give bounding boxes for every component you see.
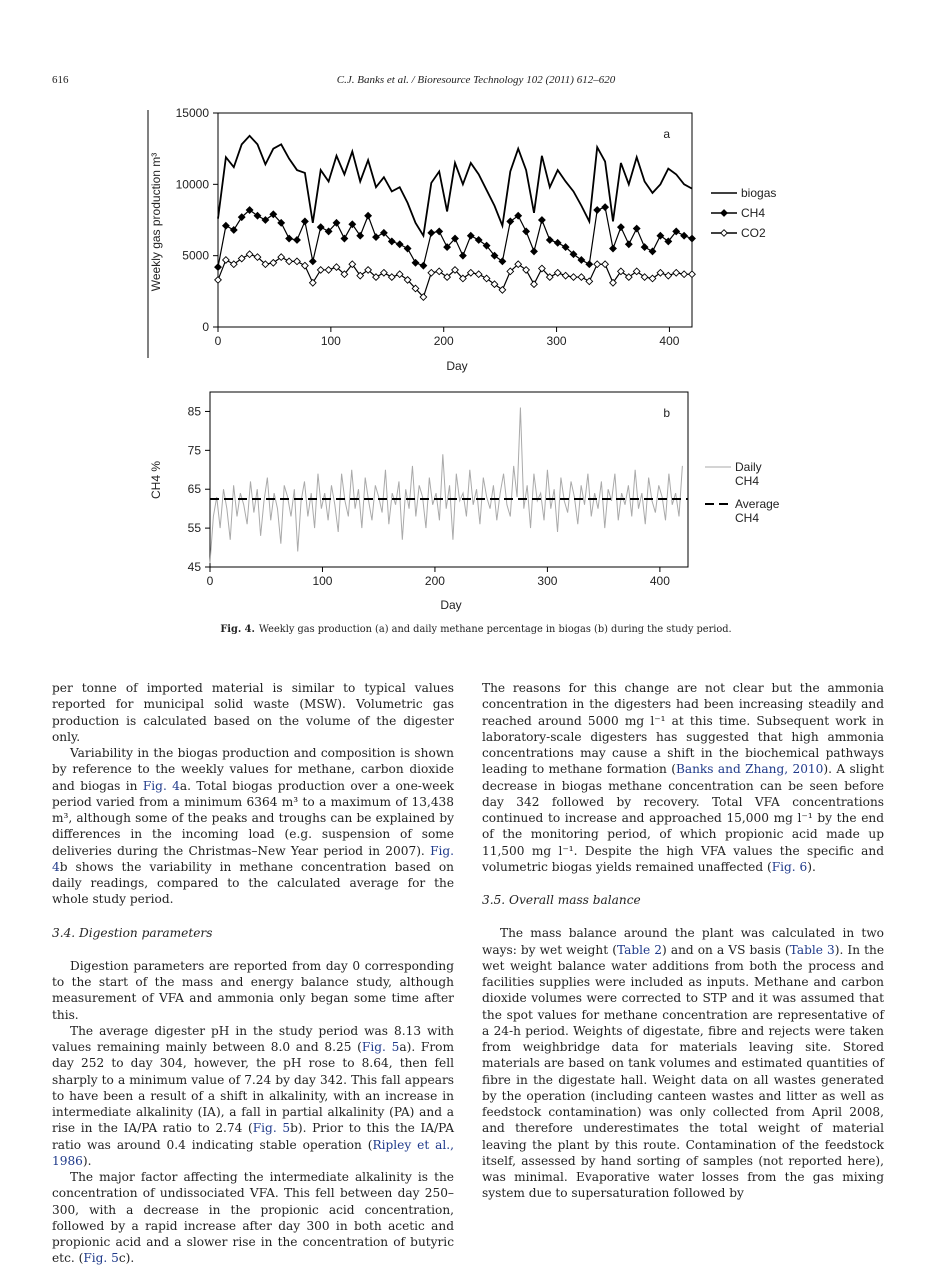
legend-label: CH4 [735, 511, 760, 525]
data-point [223, 222, 230, 229]
x-tick-label: 0 [206, 574, 214, 588]
data-point [554, 240, 561, 247]
paragraph: Variability in the biogas production and composition is shown by reference to the weekly values for methane, carbon dioxide and biogas in Fig. 4a. Total biogas production over a one-week period varied from a minimum 6364 m³ to a maximum of 13,438 m³, although some of the peaks and troughs can be explained by differences in the incoming load (e.g. suspension of some deliveries during the Christmas–New Year period in 2007). Fig. 4b shows the variability in methane concentration based on daily readings, compared to the calculated average for the whole study period. [52, 746, 455, 907]
data-point [594, 261, 601, 268]
legend-marker [721, 210, 728, 217]
y-tick-label: 0 [202, 320, 209, 334]
data-point [554, 269, 561, 276]
y-tick-label: 85 [187, 404, 201, 419]
data-point [570, 274, 577, 281]
data-point [404, 245, 411, 252]
legend-marker [721, 230, 728, 237]
panel-b-xlabel: Day [440, 598, 462, 612]
x-tick-label: 200 [433, 334, 454, 348]
panel-b [149, 392, 780, 612]
paragraph: Digestion parameters are reported from day 0 corresponding to the start of the mass and energy balance study, although measurement of VFA and ammonia only began some time after this. [52, 958, 454, 1022]
data-point [633, 225, 640, 232]
data-point [523, 228, 530, 235]
fig-link[interactable]: Fig. 4 [52, 843, 454, 874]
data-point [586, 261, 593, 268]
data-point [294, 237, 301, 244]
data-point [341, 235, 348, 242]
x-tick-label: 300 [546, 334, 567, 348]
panel-a-plot-area [218, 113, 692, 327]
x-tick-label: 400 [649, 574, 670, 588]
data-point [286, 235, 293, 242]
panel-a [148, 106, 776, 373]
data-point [428, 269, 435, 276]
y-tick-label: 55 [187, 521, 201, 536]
legend-label: CH4 [741, 206, 766, 220]
y-tick-label: 75 [187, 443, 201, 458]
data-point [286, 258, 293, 265]
fig-link[interactable]: Fig. 5 [83, 1251, 119, 1266]
data-point [381, 269, 388, 276]
data-point [689, 271, 696, 278]
fig-link[interactable]: Fig. 4 [142, 778, 180, 793]
data-point [365, 212, 372, 219]
legend-label: Daily [735, 460, 762, 474]
paragraph: The average digester pH in the study period was 8.13 with values remaining mainly between 8.0 and 8.25 (Fig. 5a). From day 252 to day 304, however, the pH rose to 8.64, then fell sharply to a minimum value of 7.24 by day 342. This fall appears to have been a result of a shift in alkalinity, with an increase in intermediate alkalinity (IA), a fall in partial alkalinity (PA) and a rise in the IA/PA ratio to 2.74 (Fig. 5b). Prior to this the IA/PA ratio was around 0.4 indicating stable operation (Ripley et al., 1986). [52, 1023, 454, 1168]
caption-text: Weekly gas production (a) and daily methane percentage in biogas (b) during the study period. [258, 624, 732, 635]
data-point [294, 258, 301, 265]
paragraph: The major factor affecting the intermediate alkalinity is the concentration of undissociated VFA. This fell between day 250–300, with a decrease in the propionic acid concentration, followed by a rapid increase after day 300 in both acetic and propionic acid and a slower rise in the concentration of butyric etc. (Fig. 5c). [52, 1170, 454, 1266]
data-point [610, 245, 617, 252]
data-point [618, 224, 625, 231]
panel-b-plot-area [210, 392, 688, 567]
legend-label: CH4 [735, 474, 760, 488]
data-point [223, 257, 230, 264]
data-point [373, 234, 380, 241]
data-point [673, 269, 680, 276]
data-point [396, 241, 403, 248]
panel-b-ylabel: CH4 % [149, 460, 163, 500]
section-heading: 3.5. Overall mass balance [482, 893, 641, 907]
data-point [475, 271, 482, 278]
data-point [547, 237, 554, 244]
caption-label: Fig. 4. [220, 624, 255, 635]
paragraph: The mass balance around the plant was calculated in two ways: by wet weight (Table 2) and on a VS basis (Table 3). In the wet weight balance water additions from both the process and facilities supplies were included as inputs. Methane and carbon dioxide volumes were corrected to STP and it was assumed that the spot values for methane concentration are representative of a 24-h period. Weights of digestate, fibre and rejects were taken from weighbridge data for materials leaving site. Stored materials are based on tank volumes and estimated quantities of fibre in the digestate hall. Weight data on all wastes generated by the operation (including canteen wastes and litter as well as feedstock contamination) was only collected from April 2008, and therefore underestimates the total weight of material leaving the plant by this route. Contamination of the feedstock itself, assessed by hand sorting of samples (not reported here), was minimal. Evaporative water losses from the gas mixing system due to supersaturation followed by [482, 926, 885, 1201]
data-point [539, 217, 546, 224]
panel-a-label: a [663, 127, 670, 141]
data-point [215, 264, 222, 271]
legend-label: Average [735, 497, 780, 511]
table-link[interactable]: Table 3 [789, 942, 835, 957]
data-point [681, 232, 688, 239]
data-point [317, 267, 324, 274]
data-point [420, 262, 427, 269]
data-point [310, 258, 317, 265]
data-point [602, 261, 609, 268]
data-point [578, 274, 585, 281]
data-point [594, 207, 601, 214]
y-tick-label: 15000 [175, 106, 209, 120]
data-point [689, 235, 696, 242]
legend-label: CO2 [741, 226, 766, 240]
series-line-daily-ch4 [210, 408, 682, 564]
data-point [325, 267, 332, 274]
section-heading: 3.4. Digestion parameters [52, 925, 213, 940]
data-point [641, 244, 648, 251]
data-point [531, 281, 538, 288]
data-point [626, 241, 633, 248]
data-point [665, 272, 672, 279]
paragraph: per tonne of imported material is similar to typical values reported for municipal solid waste (MSW). Volumetric gas production is calculated based on the volume of the digester only. [52, 681, 454, 744]
y-tick-label: 65 [187, 482, 201, 497]
data-point [468, 232, 475, 239]
data-point [649, 248, 656, 255]
data-point [310, 279, 317, 286]
data-point [302, 218, 309, 225]
data-point [302, 262, 309, 269]
data-point [681, 271, 688, 278]
data-point [317, 224, 324, 231]
y-tick-label: 10000 [175, 177, 209, 192]
data-point [215, 277, 222, 284]
right-column [482, 680, 884, 1202]
data-point [531, 248, 538, 255]
data-point [562, 272, 569, 279]
data-point [436, 228, 443, 235]
citation-link[interactable]: Banks and Zhang, 2010 [675, 762, 824, 777]
data-point [246, 251, 253, 258]
x-tick-label: 100 [312, 574, 333, 588]
data-point [460, 252, 467, 259]
series-line-biogas [218, 136, 692, 236]
x-tick-label: 300 [537, 574, 558, 588]
y-tick-label: 45 [187, 560, 201, 574]
x-tick-label: 400 [659, 334, 680, 348]
page-number: 616 [52, 74, 69, 86]
fig-link[interactable]: Fig. 5 [361, 1040, 400, 1054]
figure-caption [0, 624, 952, 635]
fig-link[interactable]: Fig. 5 [252, 1121, 291, 1136]
data-point [602, 204, 609, 211]
y-tick-label: 5000 [182, 248, 209, 263]
data-point [231, 227, 238, 234]
data-point [412, 260, 419, 267]
data-point [428, 230, 435, 237]
panel-a-ylabel: Weekly gas production m³ [149, 152, 163, 292]
x-tick-label: 200 [424, 574, 445, 588]
x-tick-label: 0 [214, 334, 222, 348]
data-point [389, 274, 396, 281]
panel-b-legend [705, 460, 780, 525]
panel-a-xlabel: Day [446, 359, 468, 373]
legend-label: biogas [741, 186, 777, 200]
panel-a-legend [711, 186, 776, 240]
citation-link[interactable]: Ripley et al., 1986 [52, 1137, 454, 1168]
x-tick-label: 100 [320, 334, 341, 348]
fig-link[interactable]: Fig. 6 [771, 859, 808, 874]
table-link[interactable]: Table 2 [616, 942, 662, 957]
running-header: C.J. Banks et al. / Bioresource Technology 102 (2011) 612–620 [336, 74, 616, 86]
panel-b-label: b [663, 406, 670, 420]
data-point [586, 278, 593, 285]
paragraph: The reasons for this change are not clear but the ammonia concentration in the digesters had been increasing steadily and reached around 5000 mg l⁻¹ at this time. Subsequent work in laboratory-scale digesters has suggested that high ammonia concentrations may cause a shift in the biochemical pathways leading to methane formation (Banks and Zhang, 2010). A slight decrease in biogas methane concentration can be seen before day 342 followed by recovery. Total VFA concentrations continued to increase and approached 15,000 mg l⁻¹ by the end of the monitoring period, of which propionic acid made up 11,500 mg l⁻¹. Despite the high VFA values the specific and volumetric biogas yields remained unaffected (Fig. 6). [482, 681, 884, 874]
left-column [52, 680, 454, 1267]
